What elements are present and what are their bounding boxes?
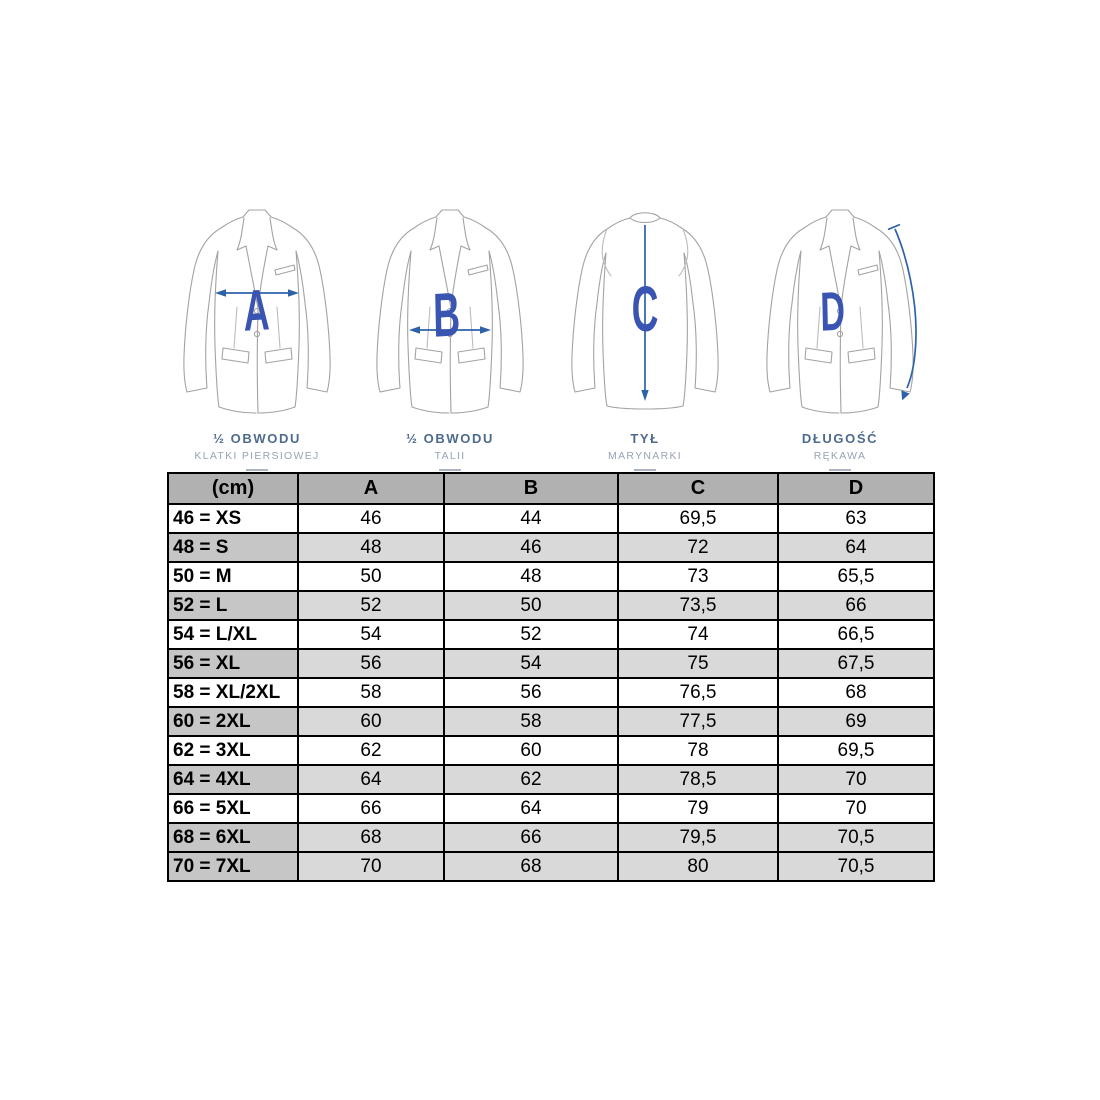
measurement-value-cell: 62 (298, 736, 444, 765)
measurement-value-cell: 52 (444, 620, 618, 649)
size-label-cell: 66 = 5XL (168, 794, 298, 823)
measurement-value-cell: 64 (298, 765, 444, 794)
size-label-cell: 46 = XS (168, 504, 298, 533)
measurement-value-cell: 66 (444, 823, 618, 852)
measurement-value-cell: 62 (444, 765, 618, 794)
table-row (168, 823, 934, 852)
table-row (168, 533, 934, 562)
label-underline (634, 469, 656, 471)
label-primary-text: DŁUGOŚĆ (801, 431, 879, 446)
measurement-value-cell: 79,5 (618, 823, 778, 852)
measurement-value-cell: 54 (444, 649, 618, 678)
measurement-value-cell: 66 (298, 794, 444, 823)
measurement-value-cell: 58 (298, 678, 444, 707)
measurement-value-cell: 77,5 (618, 707, 778, 736)
measurement-value-cell: 75 (618, 649, 778, 678)
measurement-value-cell: 78,5 (618, 765, 778, 794)
measurement-value-cell: 79 (618, 794, 778, 823)
unit-header-cell: (cm) (168, 473, 298, 504)
measurement-value-cell: 60 (298, 707, 444, 736)
measurement-value-cell: 52 (298, 591, 444, 620)
measurement-value-cell: 67,5 (778, 649, 934, 678)
measurement-value-cell: 46 (298, 504, 444, 533)
measurement-value-cell: 50 (444, 591, 618, 620)
measurement-value-cell: 66,5 (778, 620, 934, 649)
measurement-value-cell: 63 (778, 504, 934, 533)
column-header-c: C (618, 473, 778, 504)
measurement-value-cell: 65,5 (778, 562, 934, 591)
measurement-value-cell: 48 (444, 562, 618, 591)
label-underline (246, 469, 268, 471)
measurement-value-cell: 48 (298, 533, 444, 562)
measurement-value-cell: 54 (298, 620, 444, 649)
size-label-cell: 62 = 3XL (168, 736, 298, 765)
sleeve-length-arrow (888, 225, 916, 403)
measurement-value-cell: 76,5 (618, 678, 778, 707)
size-label-cell: 70 = 7XL (168, 852, 298, 881)
size-label-cell: 56 = XL (168, 649, 298, 678)
table-row (168, 707, 934, 736)
chest-measurement-label (162, 431, 352, 471)
measurement-letter-c: C (631, 274, 659, 346)
measurement-value-cell: 50 (298, 562, 444, 591)
column-header-d: D (778, 473, 934, 504)
measurement-value-cell: 64 (444, 794, 618, 823)
measurement-value-cell: 73 (618, 562, 778, 591)
table-row (168, 765, 934, 794)
measurement-value-cell: 78 (618, 736, 778, 765)
measurement-value-cell: 68 (444, 852, 618, 881)
measurement-value-cell: 46 (444, 533, 618, 562)
sleeve-length-measurement-diagram (753, 203, 928, 421)
table-row (168, 794, 934, 823)
size-label-cell: 60 = 2XL (168, 707, 298, 736)
label-secondary-text: TALII (434, 450, 466, 462)
table-row (168, 562, 934, 591)
column-header-b: B (444, 473, 618, 504)
table-header-row (168, 473, 934, 504)
measurement-value-cell: 68 (778, 678, 934, 707)
measurement-value-cell: 70 (778, 794, 934, 823)
measurement-value-cell: 69,5 (618, 504, 778, 533)
measurement-value-cell: 73,5 (618, 591, 778, 620)
measurement-value-cell: 66 (778, 591, 934, 620)
measurement-value-cell: 56 (298, 649, 444, 678)
back-length-measurement-diagram (558, 203, 733, 421)
label-secondary-text: RĘKAWA (813, 450, 867, 462)
size-table (167, 472, 935, 882)
size-label-cell: 48 = S (168, 533, 298, 562)
label-primary-text: TYŁ (630, 431, 660, 446)
measurement-value-cell: 69 (778, 707, 934, 736)
label-primary-text: ½ OBWODU (213, 431, 301, 446)
size-label-cell: 64 = 4XL (168, 765, 298, 794)
measurement-value-cell: 74 (618, 620, 778, 649)
label-secondary-text: MARYNARKI (608, 450, 682, 462)
size-label-cell: 58 = XL/2XL (168, 678, 298, 707)
label-underline (829, 469, 851, 471)
measurement-value-cell: 72 (618, 533, 778, 562)
size-label-cell: 54 = L/XL (168, 620, 298, 649)
label-underline (439, 469, 461, 471)
column-header-a: A (298, 473, 444, 504)
measurement-value-cell: 70 (298, 852, 444, 881)
measurement-value-cell: 56 (444, 678, 618, 707)
measurement-letter-a: A (242, 277, 271, 344)
table-row (168, 504, 934, 533)
measurement-value-cell: 64 (778, 533, 934, 562)
table-row (168, 736, 934, 765)
table-row (168, 620, 934, 649)
waist-measurement-diagram (363, 203, 538, 421)
table-row (168, 649, 934, 678)
measurement-value-cell: 80 (618, 852, 778, 881)
table-row (168, 678, 934, 707)
measurement-letter-d: D (819, 280, 846, 343)
measurement-value-cell: 68 (298, 823, 444, 852)
measurement-value-cell: 70,5 (778, 852, 934, 881)
measurement-value-cell: 60 (444, 736, 618, 765)
waist-measurement-label (355, 431, 545, 471)
label-primary-text: ½ OBWODU (406, 431, 494, 446)
back-length-measurement-label (550, 431, 740, 471)
measurement-value-cell: 58 (444, 707, 618, 736)
measurement-letter-b: B (432, 279, 461, 351)
table-row (168, 852, 934, 881)
measurement-value-cell: 44 (444, 504, 618, 533)
table-row (168, 591, 934, 620)
size-label-cell: 52 = L (168, 591, 298, 620)
measurement-value-cell: 70,5 (778, 823, 934, 852)
measurement-value-cell: 70 (778, 765, 934, 794)
chest-measurement-diagram (170, 203, 345, 421)
label-secondary-text: KLATKI PIERSIOWEJ (194, 450, 320, 462)
sleeve-length-measurement-label (745, 431, 935, 471)
size-label-cell: 68 = 6XL (168, 823, 298, 852)
size-label-cell: 50 = M (168, 562, 298, 591)
measurement-value-cell: 69,5 (778, 736, 934, 765)
size-table-body (168, 504, 934, 881)
